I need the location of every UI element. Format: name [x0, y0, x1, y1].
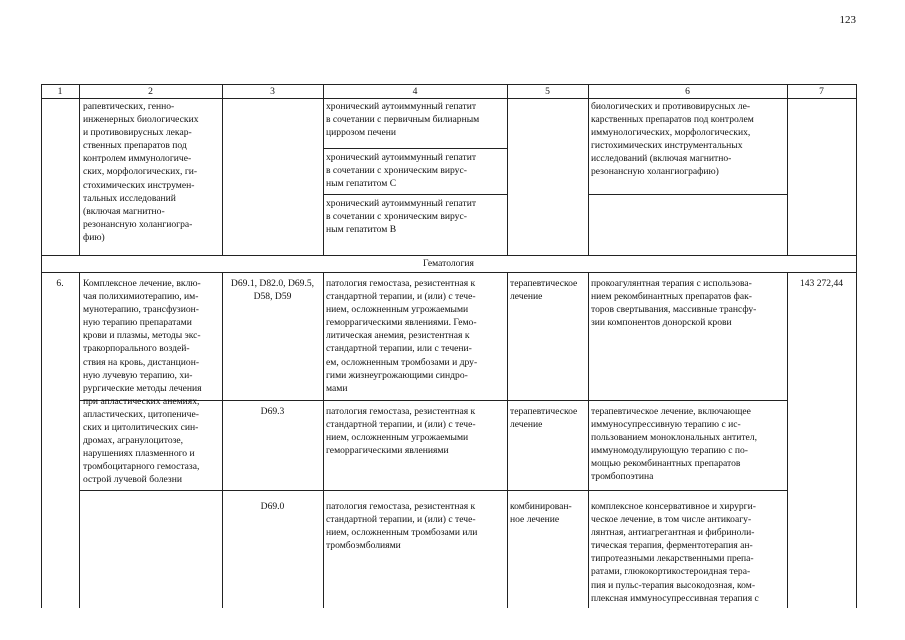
- rule-c5: [588, 84, 589, 255]
- header-col-3: 3: [270, 86, 275, 97]
- sub1-method: прокоагулянтная терапия с использова- нием рекомбинантных препаратов фак- торов свертывания, массивные трансфу- зии компонентов донорской крови: [591, 278, 757, 329]
- sub1-type: терапевтическое лечение: [510, 278, 578, 303]
- row-number: 6.: [56, 278, 64, 289]
- rule-c6: [787, 84, 788, 255]
- sub3-model: патология гемостаза, резистентная к стандартной терапии, и (или) с тече- нием, осложненным тромбозами или тромбоэмболиями: [326, 501, 478, 552]
- header-col-1: 1: [57, 86, 63, 97]
- rule-c2: [222, 84, 223, 255]
- rule-c2b: [222, 272, 223, 608]
- row-price: 143 272,44: [799, 278, 844, 289]
- sub1-codes: D69.1, D82.0, D69.5, D58, D59: [230, 278, 315, 303]
- rule-header-bottom: [41, 98, 856, 99]
- rule-c3b: [323, 272, 324, 608]
- rule-c4b: [507, 272, 508, 608]
- rule-sub2-bottom: [79, 490, 787, 491]
- rule-c4: [507, 84, 508, 255]
- rule-col4-b: [323, 194, 507, 195]
- cont-model-a: хронический аутоиммунный гепатит в сочетании с первичным билиарным циррозом печени: [326, 101, 480, 139]
- rule-section-bottom: [41, 272, 856, 273]
- rule-right: [856, 84, 857, 608]
- rule-section-top: [41, 255, 856, 256]
- header-col-7: 7: [819, 86, 824, 97]
- header-col-6: 6: [685, 86, 690, 97]
- rule-col6-a: [588, 194, 787, 195]
- rule-c1: [79, 84, 80, 255]
- rule-col4-a: [323, 148, 507, 149]
- rule-c1b: [79, 272, 80, 608]
- cont-method-name: рапевтических, генно- инженерных биологических и противовирусных лекар- ственных препаратов под контролем иммунологиче- ских, морфологических, ги- стохимических инструмен- тальных исследований (включая магнитно- резонансную холангиогра- фию): [83, 101, 199, 243]
- rule-c3: [323, 84, 324, 255]
- sub2-type: терапевтическое лечение: [510, 406, 578, 431]
- sub2-codes: D69.3: [260, 406, 285, 417]
- sub2-method: терапевтическое лечение, включающее иммуносупрессивную терапию с ис- пользованием моноклональных антител, иммуномодулирующую терапию с по- мощью рекомбинантных препаратов тромбопоэтина: [591, 406, 757, 483]
- rule-c5b: [588, 272, 589, 608]
- header-col-2: 2: [148, 86, 153, 97]
- cont-method-desc: биологических и противовирусных ле- карственных препаратов под контролем иммунологических, морфологических, гистохимических инструментальных исследований (включая магнитно- резонансную холангиографию): [591, 101, 754, 178]
- sub2-model: патология гемостаза, резистентная к стандартной терапии, и (или) с тече- нием, осложненным угрожаемыми геморрагическими явлениями: [326, 406, 476, 457]
- sub1-model: патология гемостаза, резистентная к стандартной терапии, и (или) с тече- нием, осложненным угрожаемыми геморрагическими явлениями. Гемо- литическая анемия, резистентная к стандартной терапии, или с течени- ем, осложненным тромбозами и дру- гими жизнеугрожающими синдро- мами: [326, 278, 478, 394]
- sub3-method: комплексное консервативное и хирурги- ческое лечение, в том числе антикоагу- лянтная, антиагрегантная и фибриноли- тическая терапия, ферментотерапия ан- типротеазными лекарственными препа- ратами, глюкокортикостероидная тера- пия и пульс-терапия высокодозная, ком- плексная иммуносупрессивная терапия с: [591, 501, 759, 604]
- header-col-4: 4: [412, 86, 418, 97]
- cont-model-b: хронический аутоиммунный гепатит в сочетании с хроническим вирус- ным гепатитом С: [326, 152, 477, 190]
- header-col-5: 5: [545, 86, 550, 97]
- section-title: Гематология: [423, 258, 474, 269]
- page-number: 123: [839, 14, 856, 26]
- row-method-group: Комплексное лечение, вклю- чая полихимиотерапию, им- мунотерапию, трансфузион- ную терапию препаратами крови и плазмы, методы экс- тракорпорального воздей- ствия на кровь, дистанцион- ную лучевую терапию, хи- рургические методы лечения при апластических анемиях, апластических, цитопениче- ских и цитолитических син- дромах, агранулоцитозе, нарушениях плазменного и тромбоцитарного гемостаза, острой лучевой болезни: [83, 278, 202, 486]
- sub3-type: комбинирован- ное лечение: [510, 501, 572, 526]
- rule-c6b: [787, 272, 788, 608]
- cont-model-c: хронический аутоиммунный гепатит в сочетании с хроническим вирус- ным гепатитом В: [326, 198, 477, 236]
- rule-left: [41, 84, 42, 608]
- sub3-codes: D69.0: [260, 501, 285, 512]
